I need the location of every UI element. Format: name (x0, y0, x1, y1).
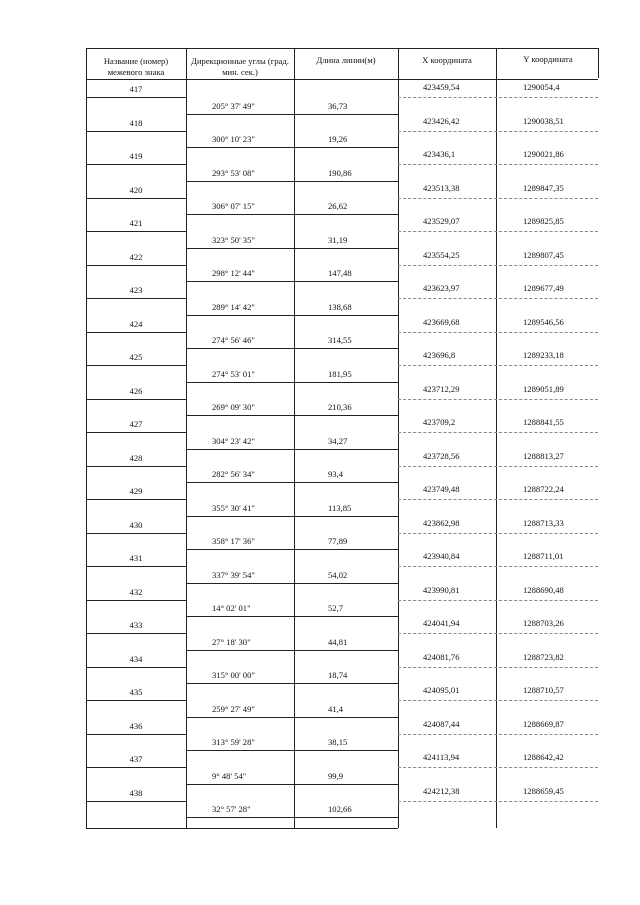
row-divider-xy (398, 600, 598, 601)
row-divider (86, 265, 186, 266)
row-divider-xy (398, 734, 598, 735)
row-divider (86, 399, 186, 400)
x-coordinate: 424095,01 (423, 685, 460, 695)
x-coordinate: 424113,94 (423, 752, 460, 762)
point-name: 433 (129, 620, 143, 630)
row-divider (86, 700, 186, 701)
segment-divider (186, 382, 398, 383)
y-coordinate: 1288659,45 (523, 785, 564, 796)
segment-divider (186, 516, 398, 517)
row-divider (86, 533, 186, 534)
segment-divider (186, 717, 398, 718)
row-divider (86, 767, 186, 768)
x-coordinate: 423623,97 (423, 283, 460, 293)
point-name: 431 (129, 553, 143, 563)
direction-angle: 355° 30' 41" (212, 502, 255, 513)
y-coordinate: 1288813,27 (523, 450, 564, 461)
line-length: 38,15 (328, 737, 348, 748)
y-coordinate: 1288713,33 (523, 517, 564, 528)
column-divider-4 (496, 48, 497, 828)
header-point-name: Название (номер) межевого знака (103, 56, 169, 77)
line-length: 147,48 (328, 268, 352, 279)
line-length: 102,66 (328, 804, 352, 815)
x-coordinate: 423709,2 (423, 417, 456, 427)
x-coordinate: 423696,8 (423, 350, 456, 360)
direction-angle: 300° 10' 23" (212, 134, 255, 145)
line-length: 113,85 (328, 502, 352, 513)
segment-divider (186, 315, 398, 316)
row-divider (86, 131, 186, 132)
segment-divider (186, 181, 398, 182)
row-divider-xy (398, 97, 598, 98)
point-name: 435 (129, 687, 143, 697)
direction-angle: 323° 50' 35" (212, 234, 255, 245)
point-name: 421 (129, 218, 143, 228)
y-coordinate: 1289546,56 (523, 316, 564, 327)
header-bottom-border (86, 79, 598, 80)
x-coordinate: 423940,84 (423, 551, 460, 561)
segment-divider (186, 650, 398, 651)
row-divider-xy (398, 198, 598, 199)
point-name: 438 (129, 787, 143, 798)
direction-angle: 337° 39' 54" (212, 569, 255, 580)
segment-divider (186, 348, 398, 349)
direction-angle: 9° 48' 54" (212, 770, 247, 781)
table-top-border (86, 48, 598, 49)
row-divider-xy (398, 164, 598, 165)
row-divider (86, 633, 186, 634)
row-divider-xy (398, 499, 598, 500)
row-divider-xy (398, 633, 598, 634)
direction-angle: 32° 57' 28" (212, 804, 251, 815)
x-coordinate: 423529,07 (423, 216, 460, 226)
direction-angle: 298° 12' 44" (212, 268, 255, 279)
table-right-border (598, 48, 599, 78)
column-divider-2 (294, 48, 295, 828)
header-direction-angle: Дирекционные углы (град. мин. сек.) (191, 56, 289, 77)
segment-divider (186, 114, 398, 115)
point-name: 422 (129, 251, 143, 262)
line-length: 41,4 (328, 703, 344, 714)
row-divider (86, 734, 186, 735)
line-length: 52,7 (328, 603, 344, 614)
row-divider-xy (398, 298, 598, 299)
line-length: 93,4 (328, 469, 344, 480)
row-divider-xy (398, 399, 598, 400)
x-coordinate: 424212,38 (423, 785, 460, 796)
y-coordinate: 1289677,49 (523, 283, 564, 293)
row-divider-xy (398, 533, 598, 534)
row-divider-xy (398, 566, 598, 567)
point-name: 432 (129, 586, 143, 597)
row-divider-xy (398, 700, 598, 701)
row-divider-xy (398, 801, 598, 802)
point-name: 428 (129, 452, 143, 463)
point-name: 429 (129, 486, 143, 496)
row-divider (86, 667, 186, 668)
direction-angle: 304° 23' 42" (212, 435, 255, 446)
segment-divider (186, 214, 398, 215)
direction-angle: 259° 27' 49" (212, 703, 255, 714)
x-coordinate: 423426,42 (423, 115, 460, 126)
segment-divider (186, 583, 398, 584)
y-coordinate: 1289051,89 (523, 383, 564, 394)
x-coordinate: 424087,44 (423, 718, 460, 729)
point-name: 419 (129, 151, 143, 161)
row-divider-xy (398, 332, 598, 333)
segment-divider (186, 147, 398, 148)
x-coordinate: 423728,56 (423, 450, 460, 461)
direction-angle: 27° 18' 30" (212, 636, 251, 647)
segment-divider (186, 784, 398, 785)
segment-divider (186, 616, 398, 617)
y-coordinate: 1288841,55 (523, 417, 564, 427)
x-coordinate: 423513,38 (423, 182, 460, 193)
segment-divider (186, 817, 398, 818)
y-coordinate: 1288711,01 (523, 551, 564, 561)
row-divider-xy (398, 767, 598, 768)
y-coordinate: 1290021,86 (523, 149, 564, 159)
line-length: 26,62 (328, 201, 348, 212)
y-coordinate: 1289807,45 (523, 249, 564, 260)
direction-angle: 315° 00' 00" (212, 670, 255, 681)
x-coordinate: 424081,76 (423, 651, 460, 662)
row-divider (86, 365, 186, 366)
header-y-coordinate: Y координата (523, 54, 573, 64)
table-left-border (86, 48, 87, 828)
line-length: 210,36 (328, 402, 352, 413)
direction-angle: 289° 14' 42" (212, 301, 255, 312)
row-divider-xy (398, 466, 598, 467)
line-length: 190,86 (328, 167, 352, 178)
row-divider-xy (398, 265, 598, 266)
row-divider-xy (398, 231, 598, 232)
y-coordinate: 1288722,24 (523, 484, 564, 494)
point-name: 430 (129, 519, 143, 530)
column-divider-1 (186, 48, 187, 828)
line-length: 99,9 (328, 770, 344, 781)
row-divider (86, 198, 186, 199)
direction-angle: 313° 59' 28" (212, 737, 255, 748)
line-length: 54,02 (328, 569, 348, 580)
segment-divider (186, 415, 398, 416)
row-divider (86, 298, 186, 299)
direction-angle: 274° 53' 01" (212, 368, 255, 379)
line-length: 314,55 (328, 335, 352, 346)
row-divider (86, 499, 186, 500)
line-length: 19,26 (328, 134, 348, 145)
x-coordinate: 423712,29 (423, 383, 460, 394)
segment-divider (186, 449, 398, 450)
point-name: 426 (129, 385, 143, 396)
row-divider (86, 466, 186, 467)
y-coordinate: 1289847,35 (523, 182, 564, 193)
direction-angle: 282° 56' 34" (212, 469, 255, 480)
segment-divider (186, 248, 398, 249)
y-coordinate: 1290038,51 (523, 115, 564, 126)
row-divider (86, 566, 186, 567)
row-divider (86, 600, 186, 601)
y-coordinate: 1288690,48 (523, 584, 564, 595)
y-coordinate: 1288723,82 (523, 651, 564, 662)
row-divider (86, 231, 186, 232)
direction-angle: 14° 02' 01" (212, 603, 251, 614)
y-coordinate: 1288703,26 (523, 618, 564, 628)
table-bottom-border (86, 828, 398, 829)
line-length: 36,73 (328, 100, 348, 111)
x-coordinate: 424041,94 (423, 618, 460, 628)
y-coordinate: 1288710,57 (523, 685, 564, 695)
line-length: 77,89 (328, 536, 348, 547)
line-length: 18,74 (328, 670, 348, 681)
row-divider-xy (398, 432, 598, 433)
point-name: 434 (129, 653, 143, 664)
segment-divider (186, 482, 398, 483)
point-name: 427 (129, 419, 143, 429)
y-coordinate: 1289825,85 (523, 216, 564, 226)
x-coordinate: 423669,68 (423, 316, 460, 327)
x-coordinate: 423436,1 (423, 149, 456, 159)
segment-divider (186, 281, 398, 282)
line-length: 181,95 (328, 368, 352, 379)
x-coordinate: 423749,48 (423, 484, 460, 494)
y-coordinate: 1289233,18 (523, 350, 564, 360)
point-name: 420 (129, 184, 143, 195)
y-coordinate: 1288642,42 (523, 752, 564, 762)
column-divider-3 (398, 48, 399, 828)
segment-divider (186, 549, 398, 550)
line-length: 138,68 (328, 301, 352, 312)
point-name: 418 (129, 117, 143, 128)
header-line-length: Длина линии(м) (316, 55, 376, 65)
x-coordinate: 423990,81 (423, 584, 460, 595)
row-divider-xy (398, 667, 598, 668)
y-coordinate: 1288669,87 (523, 718, 564, 729)
direction-angle: 274° 56' 46" (212, 335, 255, 346)
line-length: 31,19 (328, 234, 348, 245)
x-coordinate: 423459,54 (423, 82, 460, 92)
header-x-coordinate: X координата (422, 55, 472, 65)
row-divider (86, 432, 186, 433)
direction-angle: 306° 07' 15" (212, 201, 255, 212)
segment-divider (186, 683, 398, 684)
line-length: 34,27 (328, 435, 348, 446)
point-name: 436 (129, 720, 143, 731)
direction-angle: 293° 53' 08" (212, 167, 255, 178)
row-divider-xy (398, 131, 598, 132)
point-name: 423 (129, 285, 143, 295)
direction-angle: 358° 17' 36" (212, 536, 255, 547)
y-coordinate: 1290054,4 (523, 82, 560, 92)
x-coordinate: 423554,25 (423, 249, 460, 260)
direction-angle: 205° 37' 49" (212, 100, 255, 111)
row-divider (86, 801, 186, 802)
row-divider (86, 97, 186, 98)
line-length: 44,81 (328, 636, 348, 647)
direction-angle: 269° 09' 30" (212, 402, 255, 413)
point-name: 425 (129, 352, 143, 362)
row-divider-xy (398, 365, 598, 366)
point-name: 437 (129, 754, 143, 764)
point-name: 417 (129, 84, 143, 94)
row-divider (86, 332, 186, 333)
point-name: 424 (129, 318, 143, 329)
row-divider (86, 164, 186, 165)
segment-divider (186, 750, 398, 751)
x-coordinate: 423862,98 (423, 517, 460, 528)
